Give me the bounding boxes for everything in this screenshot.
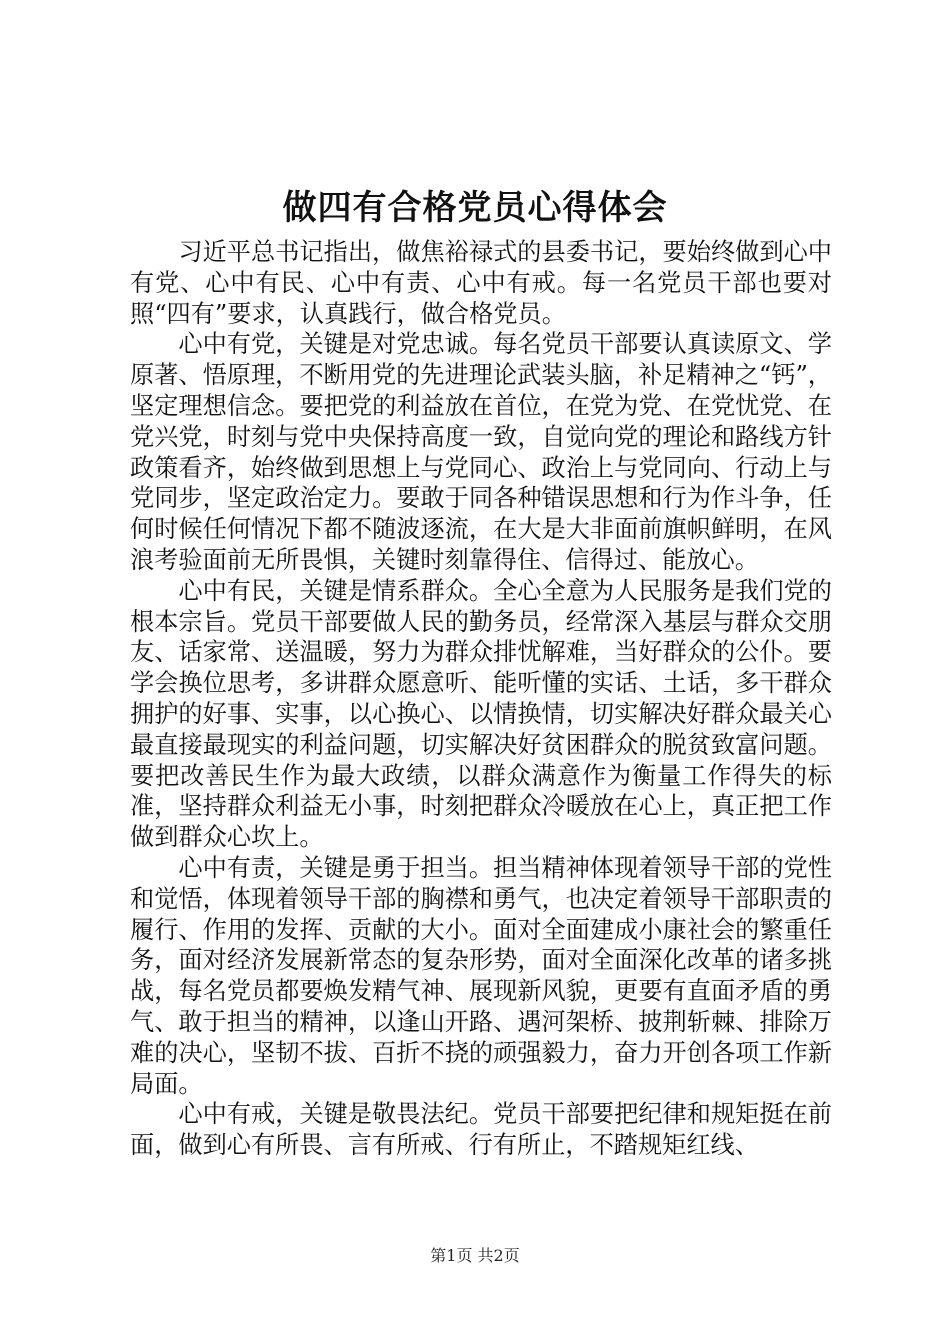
paragraph-party: 心中有党，关键是对党忠诚。每名党员干部要认真读原文、学原著、悟原理，不断用党的先进理论武装头脑，补足精神之“钙”，坚定理想信念。要把党的利益放在首位，在党为党、在党忧党、在党兴党，时刻与党中央保持高度一致，自觉向党的理论和路线方针政策看齐，始终做到思想上与党同心、政治上与党同向、行动上与党同步，坚定政治定力。要敢于同各种错误思想和行为作斗争，任何时候任何情况下都不随波逐流，在大是大非面前旗帜鲜明，在风浪考验面前无所畏惧，关键时刻靠得住、信得过、能放心。 [130,330,832,574]
page-footer: 第1页 共2页 [430,1246,520,1265]
document-title: 做四有合格党员心得体会 [282,188,668,228]
paragraph-people: 心中有民，关键是情系群众。全心全意为人民服务是我们党的根本宗旨。党员干部要做人民的勤务员，经常深入基层与群众交朋友、话家常、送温暖，努力为群众排忧解难，当好群众的公仆。要学会换位思考，多讲群众愿意听、能听懂的实话、土话，多干群众拥护的好事、实事，以心换心、以情换情，切实解决好群众最关心最直接最现实的利益问题，切实解决好贫困群众的脱贫致富问题。要把改善民生作为最大政绩，以群众满意作为衡量工作得失的标准，坚持群众利益无小事，时刻把群众冷暖放在心上，真正把工作做到群众心坎上。 [130,576,832,852]
paragraph-responsibility: 心中有责，关键是勇于担当。担当精神体现着领导干部的党性和觉悟，体现着领导干部的胸襟和勇气，也决定着领导干部职责的履行、作用的发挥、贡献的大小。面对全面建成小康社会的繁重任务，面对经济发展新常态的复杂形势，面对全面深化改革的诸多挑战，每名党员都要焕发精气神、展现新风貌，更要有直面矛盾的勇气、敢于担当的精神，以逢山开路、遇河架桥、披荆斩棘、排除万难的决心，坚韧不拔、百折不挠的顽强毅力，奋力开创各项工作新局面。 [130,853,832,1098]
paragraph-intro: 习近平总书记指出，做焦裕禄式的县委书记，要始终做到心中有党、心中有民、心中有责、心中有戒。每一名党员干部也要对照“四有”要求，认真践行，做合格党员。 [130,238,832,328]
paragraph-discipline: 心中有戒，关键是敬畏法纪。党员干部要把纪律和规矩挺在前面，做到心有所畏、言有所戒、行有所止，不踏规矩红线、 [130,1100,832,1160]
document-body [130,237,832,1161]
